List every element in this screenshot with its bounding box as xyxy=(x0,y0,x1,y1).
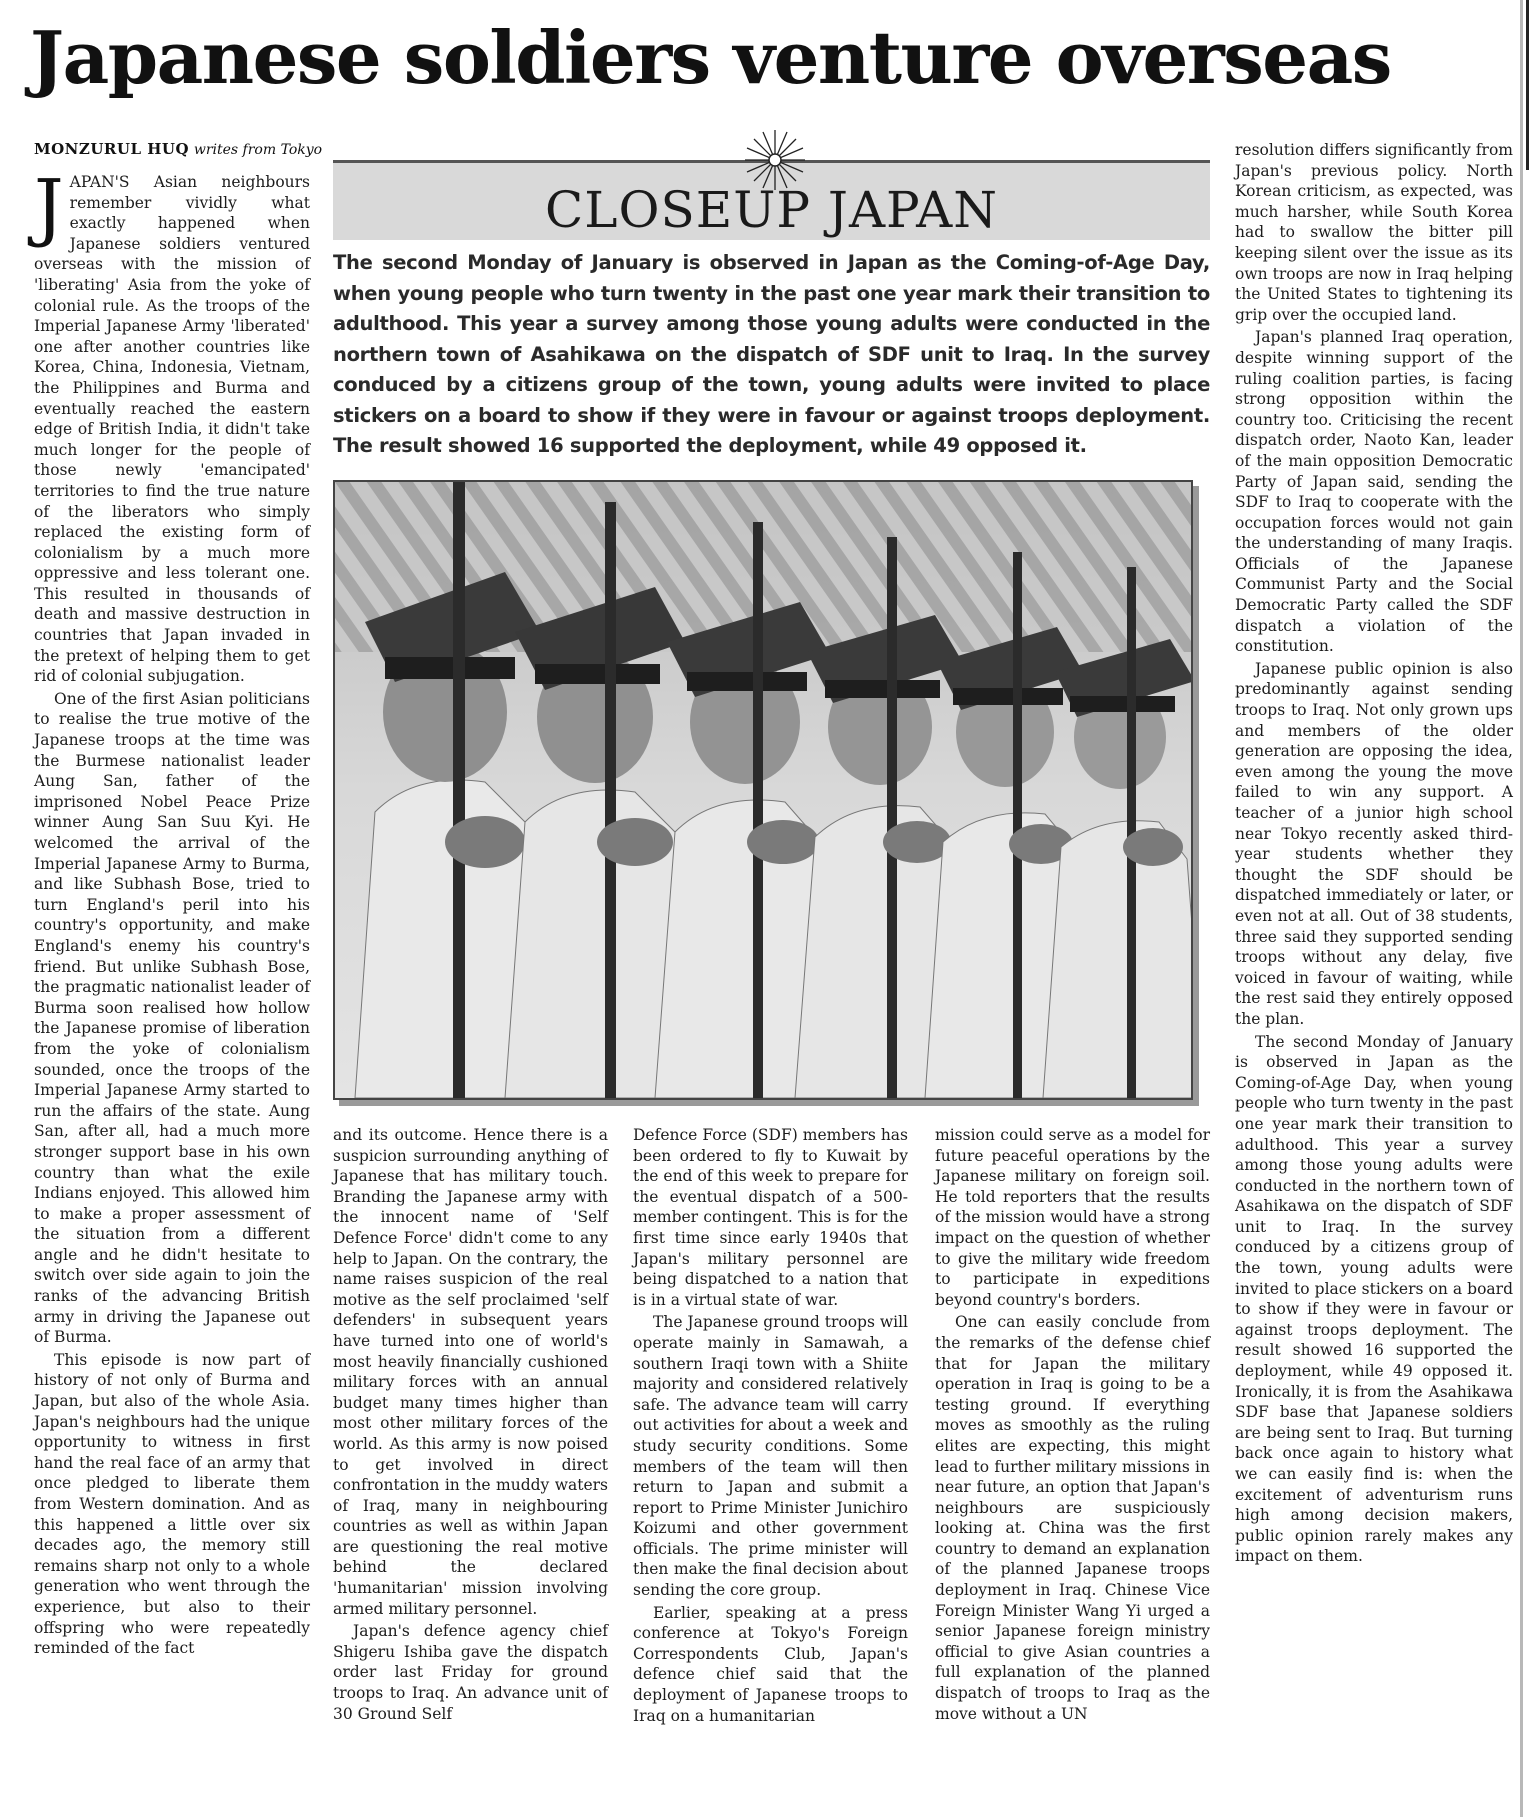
article-column-4 xyxy=(935,1125,1210,1815)
article-paragraph: One of the first Asian politicians to realise the true motive of the Japanese troops at the time was the Burmese nationalist leader Aung San, father of the imprisoned Nobel Peace Prize winner Aung San Suu Kyi. He welcomed the arrival of the Imperial Japanese Army to Burma, and like Subhash Bose, tried to turn England's peril into his country's opportunity, and make England's enemy his country's friend. But unlike Subhash Bose, the pragmatic nationalist leader of Burma soon realised how hollow the Japanese promise of liberation from the yoke of colonialism sounded, once the troops of the Imperial Japanese Army started to run the affairs of the state. Aung San, after all, had a much more stronger support base in his own country than what the exile Indians enjoyed. This allowed him to make a proper assessment of the situation from a different angle and he didn't hesitate to switch over side again to join the ranks of the advancing British army in driving the Japanese out of Burma. xyxy=(34,689,310,1347)
byline-location: writes from Tokyo xyxy=(193,142,323,158)
feature-deck: The second Monday of January is observed in Japan as the Coming-of-Age Day, when young people who turn twenty in the past one year mark their transition to adulthood. This year a survey among those young adults were conducted in the northern town of Asahikawa on the dispatch of SDF unit to Iraq. In the survey conduced by a citizens group of the town, young adults were invited to place stickers on a board to show if they were in favour or against troops deployment. The result showed 16 supported the deployment, while 49 opposed it. xyxy=(333,251,1210,457)
article-paragraph: Japan's defence agency chief Shigeru Ishiba gave the dispatch order last Friday for ground troops to Iraq. An advance unit of 30 Ground Self xyxy=(333,1622,608,1723)
article-paragraph xyxy=(34,164,310,687)
article-column-5 xyxy=(1235,140,1513,1815)
soldiers-parade-photo xyxy=(333,480,1193,1100)
photo-illustration xyxy=(335,482,1191,1098)
byline xyxy=(34,140,324,158)
article-paragraph: Earlier, speaking at a press conference at Tokyo's Foreign Correspondents Club, Japan's defence chief said that the deployment of Japanese troops to Iraq on a humanitarian xyxy=(633,1603,908,1725)
article-paragraph: mission could serve as a model for future peaceful operations by the Japanese military on foreign soil. He told reporters that the results of the mission would have a strong impact on the question of whether to give the military wide freedom to participate in expeditions beyond country's borders. xyxy=(935,1126,1210,1309)
drop-cap: J xyxy=(34,164,64,250)
article-column-3 xyxy=(633,1125,908,1815)
headline: Japanese soldiers venture overseas xyxy=(30,15,1391,100)
article-paragraph: This episode is now part of history of not only of Burma and Japan, but also of the whole Asia. Japan's neighbours had the unique opportunity to witness in first hand the real face of an army that once pledged to liberate them from Western domination. And as this happened a little over six decades ago, the memory still remains sharp not only to a whole generation who went through the experience, but also to their offspring who were repeatedly reminded of the fact xyxy=(34,1350,310,1658)
article-paragraph: Defence Force (SDF) members has been ordered to fly to Kuwait by the end of this week to prepare for the eventual dispatch of a 500-member contingent. This is for the first time since early 1940s that Japan's military personnel are being dispatched to a nation that is in a virtual state of war. xyxy=(633,1126,908,1309)
section-title: CLOSEUP JAPAN xyxy=(545,181,998,239)
article-paragraph: One can easily conclude from the remarks of the defense chief that for Japan the military operation in Iraq is going to be a testing ground. If everything moves as smoothly as the ruling elites are expecting, this might lead to further military missions in near future, an option that Japan's neighbours are suspiciously looking at. China was the first country to demand an explanation of the planned Japanese troops deployment in Iraq. Chinese Vice Foreign Minister Wang Yi urged a senior Japanese foreign ministry official to give Asian countries a full explanation of the planned dispatch of troops to Iraq as the move without a UN xyxy=(935,1313,1210,1723)
page-edge-rule xyxy=(1520,0,1523,1817)
page-edge-mark xyxy=(1526,0,1529,170)
article-paragraph: resolution differs significantly from Japan's previous policy. North Korean criticism, as expected, was much harsher, while South Korea had to swallow the bitter pill keeping silent over the issue as its own troops are now in Iraq helping the United States to tightening its grip over the occupied land. xyxy=(1235,141,1513,324)
paragraph-text: APAN'S Asian neighbours remember vividly what exactly happened when Japanese soldiers ventured overseas with the mission of 'liberating' Asia from the yoke of colonial rule. As the troops of the Imperial Japanese Army 'liberated' one after another countries like Korea, China, Indonesia, Vietnam, the Philippines and Burma and eventually reached the eastern edge of British India, it didn't take much longer for the people of those newly 'emancipated' territories to find the true nature of the liberators who simply replaced the existing form of colonialism by a much more oppressive and less tolerant one. This resulted in thousands of death and massive destruction in countries that Japan invaded in the pretext of helping them to get rid of colonial subjugation. xyxy=(34,173,310,686)
article-paragraph: Japan's planned Iraq operation, despite winning support of the ruling coalition parties, is facing strong opposition within the country too. Criticising the recent dispatch order, Naoto Kan, leader of the main opposition Democratic Party of Japan said, sending the SDF to Iraq to cooperate with the occupation forces would not gain the understanding of many Iraqis. Officials of the Japanese Communist Party and the Social Democratic Party called the SDF dispatch a violation of the constitution. xyxy=(1235,328,1513,656)
article-paragraph: The Japanese ground troops will operate mainly in Samawah, a southern Iraqi town with a Shiite majority and considered relatively safe. The advance team will carry out activities for about a week and study security conditions. Some members of the team will then return to Japan and submit a report to Prime Minister Junichiro Koizumi and other government officials. The prime minister will then make the final decision about sending the core group. xyxy=(633,1313,908,1600)
byline-author: MONZURUL HUQ xyxy=(34,140,190,158)
starburst-icon xyxy=(743,128,807,192)
article-paragraph: and its outcome. Hence there is a suspicion surrounding anything of Japanese that has military touch. Branding the Japanese army with the innocent name of 'Self Defence Force' didn't come to any help to Japan. On the contrary, the name raises suspicion of the real motive as the self proclaimed 'self defenders' in subsequent years have turned into one of world's most heavily financially cushioned military forces with an annual budget many times higher than most other military forces of the world. As this army is now poised to get involved in direct confrontation in the muddy waters of Iraq, many in neighbouring countries as well as within Japan are questioning the real motive behind the declared 'humanitarian' mission involving armed military personnel. xyxy=(333,1126,608,1618)
article-paragraph: The second Monday of January is observed in Japan as the Coming-of-Age Day, when young people who turn twenty in the past one year mark their transition to adulthood. This year a survey among those young adults were conducted in the northern town of Asahikawa on the dispatch of SDF unit to Iraq. In the survey conduced by a citizens group of the town, young adults were invited to place stickers on a board to show if they were in favour or against troops deployment. The result showed 16 supported the deployment, while 49 opposed it. Ironically, it is from the Asahikawa SDF base that Japanese soldiers are being sent to Iraq. But turning back once again to history what we can easily find is: when the excitement of adventurism runs high among decision makers, public opinion rarely makes any impact on them. xyxy=(1235,1032,1513,1566)
article-column-2 xyxy=(333,1125,608,1815)
article-column-1 xyxy=(34,164,310,1812)
article-paragraph: Japanese public opinion is also predominantly against sending troops to Iraq. Not only grown ups and members of the older generation are opposing the idea, even among the young the move failed to win any support. A teacher of a junior high school near Tokyo recently asked third-year students whether they thought the SDF should be dispatched immediately or later, or even not at all. Out of 38 students, three said they supported sending troops without any delay, five voiced in favour of waiting, while the rest said they entirely opposed the plan. xyxy=(1235,659,1513,1028)
